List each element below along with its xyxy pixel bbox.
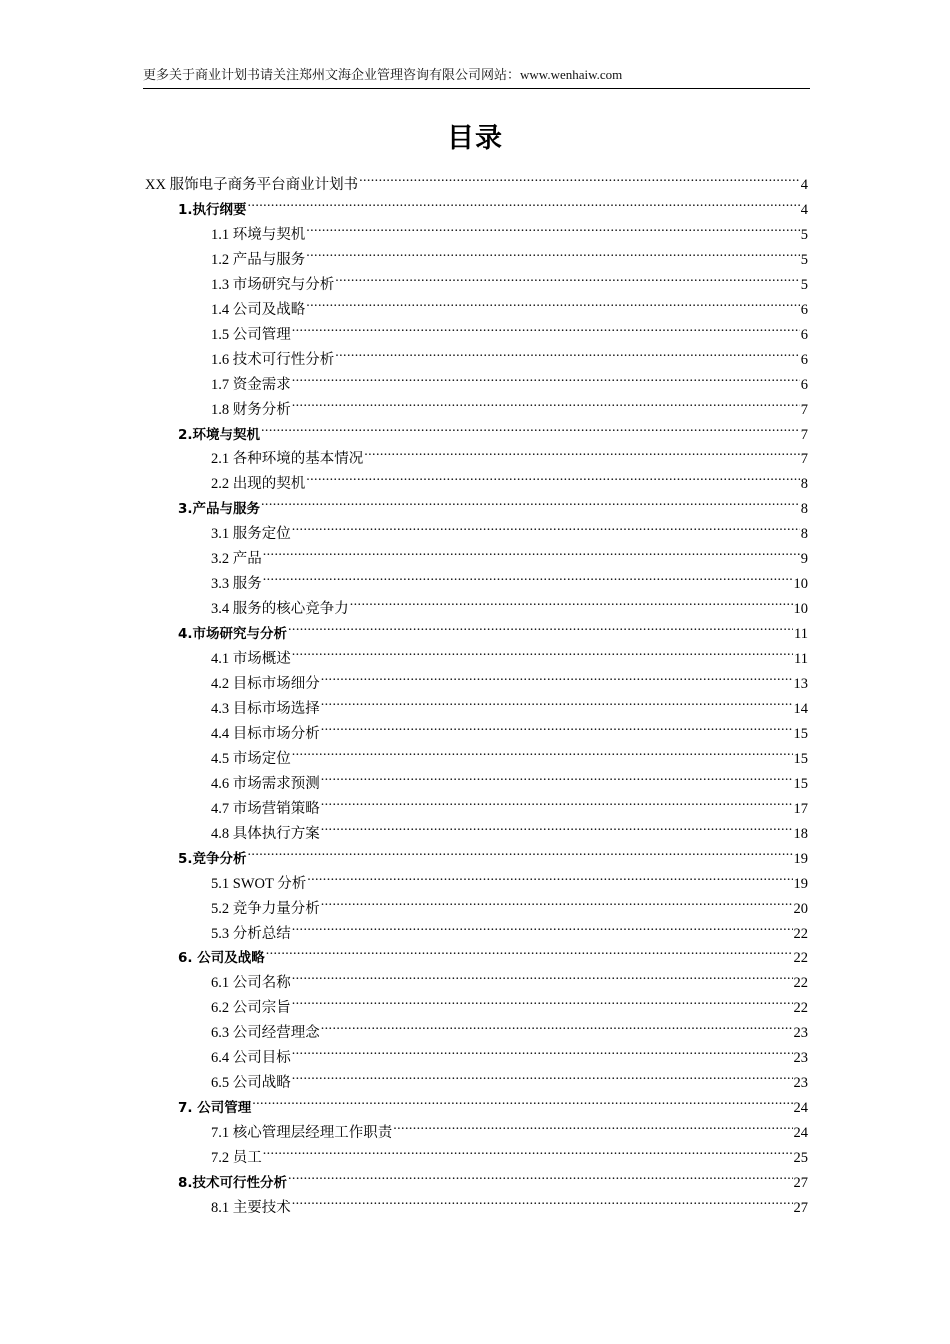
toc-entry-label: 4.5 市场定位 — [211, 750, 291, 767]
dot-leader — [364, 441, 800, 463]
page-header — [143, 66, 810, 89]
toc-entry-page-number: 22 — [793, 925, 808, 942]
toc-entry-label: 4.2 目标市场细分 — [211, 676, 320, 692]
toc-entry-chapter[interactable] — [178, 616, 808, 643]
toc-entry-page-number: 24 — [793, 1100, 808, 1117]
dot-leader — [292, 1040, 793, 1062]
toc-entry-section[interactable] — [211, 541, 808, 568]
toc-entry-page-number: 7 — [800, 401, 808, 418]
toc-entry-page-number: 14 — [793, 700, 808, 717]
toc-entry-label: 2.环境与契机 — [178, 426, 261, 443]
dot-leader — [261, 491, 800, 513]
toc-entry-page-number: 13 — [793, 676, 808, 692]
toc-entry-page-number: 5 — [800, 251, 808, 268]
toc-entry-label: 6.2 公司宗旨 — [211, 1000, 291, 1017]
toc-entry-page-number: 25 — [793, 1150, 808, 1167]
toc-entry-page-number: 4 — [800, 177, 808, 193]
header-text: 更多关于商业计划书请关注郑州文海企业管理咨询有限公司网站：www.wenhaiw.com — [143, 67, 623, 82]
dot-leader — [248, 841, 793, 863]
toc-entry-section[interactable] — [211, 317, 808, 343]
toc-entry-section[interactable] — [211, 1040, 808, 1067]
toc-entry-section[interactable] — [211, 566, 808, 593]
dot-leader — [292, 741, 793, 763]
toc-entry-label: 3.4 服务的核心竞争力 — [211, 601, 349, 618]
toc-entry-section[interactable] — [211, 791, 808, 817]
toc-entry-section[interactable] — [211, 392, 808, 418]
dot-leader — [263, 541, 800, 563]
toc-entry-section[interactable] — [211, 1190, 808, 1216]
toc-title: 目录 — [447, 123, 503, 154]
toc-entry-chapter[interactable] — [178, 417, 808, 443]
toc-entry-section[interactable] — [211, 916, 808, 942]
dot-leader — [321, 816, 793, 838]
dot-leader — [321, 716, 793, 738]
toc-entry-section[interactable] — [211, 441, 808, 468]
toc-entry-label: 3.3 服务 — [211, 576, 262, 593]
toc-entry-section[interactable] — [211, 217, 808, 243]
toc-entry-label: 5.2 竞争力量分析 — [211, 900, 320, 917]
toc-entry-page-number: 9 — [800, 551, 808, 568]
toc-entry-page-number: 6 — [800, 301, 808, 318]
toc-entry-section[interactable] — [211, 1015, 808, 1042]
toc-entry-page-number: 27 — [793, 1199, 808, 1216]
dot-leader — [359, 167, 800, 189]
toc-entry-label: 1.3 市场研究与分析 — [211, 276, 335, 293]
dot-leader — [292, 990, 793, 1012]
toc-entry-label: 4.6 市场需求预测 — [211, 775, 320, 792]
toc-entry-section[interactable] — [211, 990, 808, 1017]
toc-entry-label: 2.1 各种环境的基本情况 — [211, 451, 364, 468]
toc-entry-section[interactable] — [211, 965, 808, 992]
dot-leader — [306, 466, 800, 488]
toc-entry-label: 4.7 市场营销策略 — [211, 800, 320, 817]
toc-entry-page-number: 5 — [800, 226, 808, 243]
toc-entry-label: 6.3 公司经营理念 — [211, 1025, 320, 1042]
dot-leader — [321, 791, 793, 813]
toc-entry-page-number: 20 — [793, 900, 808, 917]
toc-entry-section[interactable] — [211, 591, 808, 618]
toc-entry-page-number: 7 — [800, 451, 808, 468]
toc-entry-page-number: 22 — [793, 950, 808, 967]
toc-entry-section[interactable] — [211, 866, 808, 892]
dot-leader — [263, 566, 793, 588]
toc-entry-label: 6.4 公司目标 — [211, 1050, 291, 1067]
toc-entry-section[interactable] — [211, 641, 808, 668]
toc-entry-label: 6.5 公司战略 — [211, 1075, 291, 1092]
toc-entry-section[interactable] — [211, 741, 808, 767]
dot-leader — [292, 367, 800, 389]
dot-leader — [306, 292, 800, 314]
toc-entry-label: 8.技术可行性分析 — [178, 1175, 288, 1191]
toc-entry-page-number: 23 — [793, 1025, 808, 1042]
toc-entry-page-number: 17 — [793, 800, 808, 817]
toc-entry-section[interactable] — [211, 1065, 808, 1092]
toc-entry-chapter[interactable] — [178, 1165, 808, 1191]
toc-entry-label: 4.1 市场概述 — [211, 651, 291, 668]
toc-entry-label: 5.1 SWOT 分析 — [211, 875, 307, 892]
toc-entry-chapter[interactable] — [178, 192, 808, 218]
toc-entry-page-number: 5 — [800, 276, 808, 293]
toc-entry-section[interactable] — [211, 666, 808, 692]
toc-entry-section[interactable] — [211, 716, 808, 742]
toc-entry-page-number: 10 — [793, 576, 808, 593]
dot-leader — [261, 417, 800, 439]
toc-entry-label: 7.2 员工 — [211, 1150, 262, 1167]
dot-leader — [321, 666, 793, 688]
dot-leader — [263, 1140, 793, 1162]
toc-entry-label: XX 服饰电子商务平台商业计划书 — [145, 177, 359, 193]
toc-entry-label: 4.4 目标市场分析 — [211, 725, 320, 742]
toc-entry-label: 7. 公司管理 — [178, 1100, 252, 1117]
toc-entry-label: 8.1 主要技术 — [211, 1199, 291, 1216]
toc-entry-section[interactable] — [211, 891, 808, 917]
toc-entry-page-number: 22 — [793, 975, 808, 992]
toc-entry-label: 1.1 环境与契机 — [211, 226, 306, 243]
dot-leader — [321, 891, 793, 913]
toc-entry-page-number: 8 — [800, 476, 808, 493]
toc-entry-label: 1.2 产品与服务 — [211, 251, 306, 268]
dot-leader — [306, 217, 800, 239]
toc-entry-page-number: 8 — [800, 526, 808, 543]
dot-leader — [248, 192, 800, 214]
toc-entry-label: 1.5 公司管理 — [211, 326, 291, 343]
toc-entry-label: 6.1 公司名称 — [211, 975, 291, 992]
toc-entry-label: 3.产品与服务 — [178, 501, 261, 518]
toc-entry-label: 2.2 出现的契机 — [211, 476, 306, 493]
toc-entry-page-number: 11 — [794, 626, 808, 643]
toc-entry-section[interactable] — [211, 691, 808, 717]
toc-entry-chapter[interactable] — [178, 1090, 808, 1117]
toc-entry-page-number: 10 — [793, 601, 808, 618]
toc-entry-section[interactable] — [211, 292, 808, 318]
toc-entry-label: 6. 公司及战略 — [178, 950, 265, 967]
toc-entry-section[interactable] — [211, 267, 808, 293]
toc-entry-label: 3.2 产品 — [211, 551, 262, 568]
toc-entry-page-number: 19 — [793, 850, 808, 867]
dot-leader — [292, 916, 793, 938]
dot-leader — [292, 516, 800, 538]
toc-entry-page-number: 23 — [793, 1075, 808, 1092]
toc-entry-page-number: 19 — [793, 875, 808, 892]
toc-entry-title[interactable] — [145, 167, 808, 193]
dot-leader — [292, 317, 800, 339]
toc-entry-label: 5.竞争分析 — [178, 850, 247, 867]
toc-entry-label: 1.7 资金需求 — [211, 376, 291, 393]
toc-entry-page-number: 23 — [793, 1050, 808, 1067]
toc-entry-page-number: 7 — [800, 426, 808, 443]
dot-leader — [288, 1165, 792, 1187]
toc-entry-section[interactable] — [211, 342, 808, 368]
toc-entry-page-number: 6 — [800, 376, 808, 393]
dot-leader — [393, 1115, 792, 1137]
toc-entry-section[interactable] — [211, 1140, 808, 1167]
toc-entry-label: 1.8 财务分析 — [211, 401, 291, 418]
toc-entry-page-number: 6 — [800, 351, 808, 368]
toc-entry-section[interactable] — [211, 1115, 808, 1142]
toc-entry-label: 1.6 技术可行性分析 — [211, 351, 335, 368]
toc-entry-page-number: 15 — [793, 750, 808, 767]
dot-leader — [335, 267, 800, 289]
dot-leader — [321, 766, 793, 788]
toc-entry-section[interactable] — [211, 367, 808, 393]
dot-leader — [307, 866, 792, 888]
dot-leader — [335, 342, 800, 364]
toc-entry-section[interactable] — [211, 516, 808, 543]
dot-leader — [321, 1015, 793, 1037]
toc-entry-page-number: 4 — [800, 201, 808, 218]
toc-entry-page-number: 22 — [793, 1000, 808, 1017]
toc-entry-page-number: 11 — [794, 651, 808, 668]
dot-leader — [292, 965, 793, 987]
toc-entry-label: 4.3 目标市场选择 — [211, 700, 320, 717]
dot-leader — [292, 641, 793, 663]
toc-entry-chapter[interactable] — [178, 841, 808, 867]
dot-leader — [288, 616, 793, 638]
toc-entry-page-number: 6 — [800, 326, 808, 343]
toc-entry-page-number: 24 — [793, 1125, 808, 1142]
dot-leader — [292, 1065, 793, 1087]
toc-entry-section[interactable] — [211, 466, 808, 493]
toc-entry-page-number: 15 — [793, 725, 808, 742]
toc-entry-label: 3.1 服务定位 — [211, 526, 291, 543]
toc-entry-page-number: 15 — [793, 775, 808, 792]
toc-entry-page-number: 8 — [800, 501, 808, 518]
toc-entry-section[interactable] — [211, 766, 808, 792]
toc-entry-label: 7.1 核心管理层经理工作职责 — [211, 1125, 393, 1142]
toc-entry-chapter[interactable] — [178, 940, 808, 967]
dot-leader — [252, 1090, 792, 1112]
dot-leader — [306, 242, 800, 264]
dot-leader — [292, 1190, 793, 1212]
toc-entry-section[interactable] — [211, 242, 808, 268]
toc-entry-label: 1.执行纲要 — [178, 201, 247, 218]
toc-entry-label: 1.4 公司及战略 — [211, 301, 306, 318]
dot-leader — [292, 392, 800, 414]
toc-entry-label: 4.8 具体执行方案 — [211, 825, 320, 842]
toc-entry-page-number: 27 — [793, 1175, 808, 1191]
toc-entry-label: 5.3 分析总结 — [211, 925, 291, 942]
toc-entry-page-number: 18 — [793, 825, 808, 842]
dot-leader — [321, 691, 793, 713]
dot-leader — [350, 591, 793, 613]
toc-entry-section[interactable] — [211, 816, 808, 842]
toc-entry-label: 4.市场研究与分析 — [178, 626, 288, 643]
dot-leader — [266, 940, 793, 962]
toc-entry-chapter[interactable] — [178, 491, 808, 518]
